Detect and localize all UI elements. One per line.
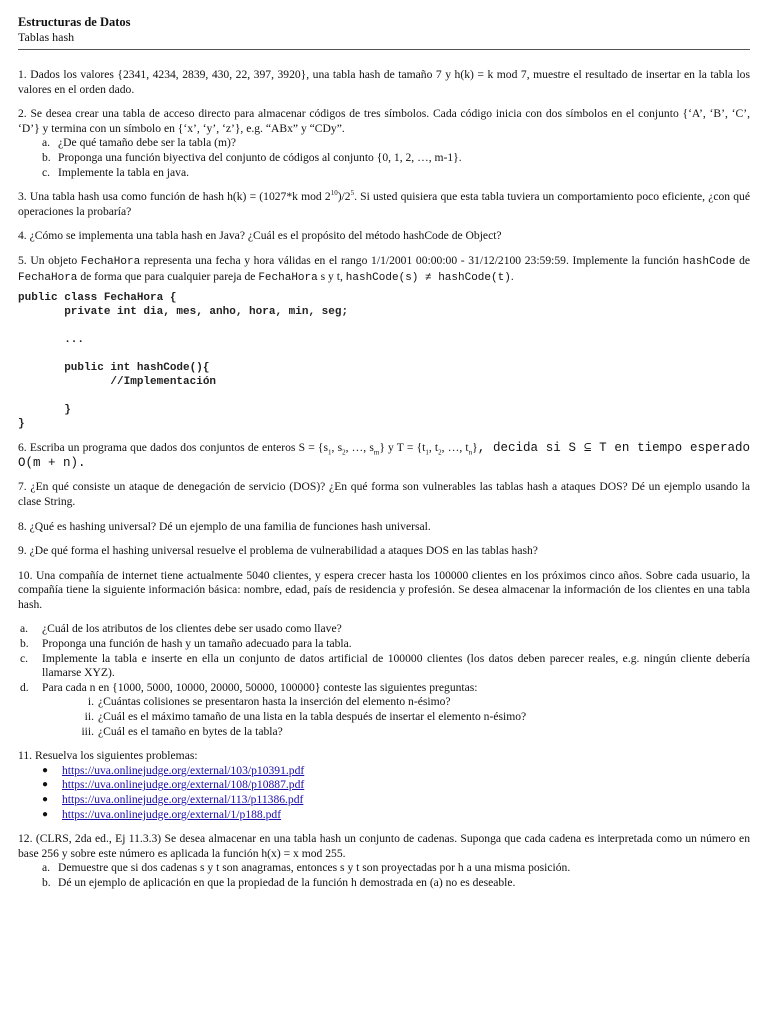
document-page bbox=[18, 14, 750, 901]
question-4: 4. ¿Cómo se implementa una tabla hash en Java? ¿Cuál es el propósito del método hashCode de Object? bbox=[18, 229, 502, 243]
question-8: 8. ¿Qué es hashing universal? Dé un ejemplo de una familia de funciones hash universal. bbox=[18, 519, 431, 533]
question-2 bbox=[18, 107, 750, 180]
document-subtitle: Tablas hash bbox=[18, 30, 75, 44]
problem-link[interactable]: https://uva.onlinejudge.org/external/103/p10391.pdf bbox=[62, 763, 305, 777]
list-item: b. Dé un ejemplo de aplicación en que la propiedad de la función h demostrada en (a) no es deseable. bbox=[42, 875, 516, 889]
question-1: 1. Dados los valores {2341, 4234, 2839, 430, 22, 397, 3920}, una tabla hash de tamaño 7 y h(k) = k mod 7, muestre el resultado de insertar en la tabla los valores en el orden dado. bbox=[18, 68, 750, 96]
bullet-icon: ● bbox=[42, 764, 49, 776]
list-item: a. Demuestre que si dos cadenas s y t son anagramas, entonces s y t son proyectadas por h a una misma posición. bbox=[42, 861, 571, 875]
list-item: a. ¿De qué tamaño debe ser la tabla (m)? bbox=[42, 136, 237, 150]
bullet-icon: ● bbox=[42, 779, 49, 791]
list-item: b. Proponga una función de hash y un tamaño adecuado para la tabla. bbox=[20, 637, 352, 651]
list-item bbox=[18, 778, 750, 793]
question-6: 6. Escriba un programa que dados dos conjuntos de enteros $S = \{s_1$, $s_2$, …, $s_m$} y $T = \{t_1$, $t_2$, …, $t_n$}, decida si S ⊆ T en tiempo esperado O(m + n). bbox=[18, 441, 750, 470]
question-12 bbox=[18, 832, 750, 890]
list-item bbox=[18, 793, 750, 808]
document-title: Estructuras de Datos bbox=[18, 15, 131, 29]
question-11 bbox=[18, 749, 750, 822]
problem-link[interactable]: https://uva.onlinejudge.org/external/1/p188.pdf bbox=[62, 807, 282, 821]
question-9: 9. ¿De qué forma el hashing universal resuelve el problema de vulnerabilidad a ataques DOS en las tablas hash? bbox=[18, 544, 538, 558]
question-10-text: 10. Una compañía de internet tiene actualmente 5040 clientes, y espera crecer hasta los 100000 clientes en los próximos cinco años. Sobre cada usuario, la compañía tiene la siguiente información básica: nombre, edad, país de residencia y profesión. Se desea almacenar la información de los clientes en una tabla hash. bbox=[18, 568, 750, 611]
question-7: 7. ¿En qué consiste un ataque de denegación de servicio (DOS)? ¿En qué forma son vulnerables las tablas hash a ataques DOS? Dé un ejemplo usando la clase String. bbox=[18, 480, 750, 508]
list-item bbox=[18, 764, 750, 779]
bullet-icon: ● bbox=[42, 808, 49, 820]
question-2-text: 2. Se desea crear una tabla de acceso directo para almacenar códigos de tres símbolos. Cada código inicia con dos símbolos en el conjunto {‘A’, ‘B’, ‘C’, ‘D’} y termina con un símbolo en {‘x’, ‘y’, ‘z’}, e.g. “ABx” y “CDy”. bbox=[18, 107, 750, 135]
problem-link[interactable]: https://uva.onlinejudge.org/external/108/p10887.pdf bbox=[62, 778, 305, 792]
code-block: public class FechaHora { private int dia, mes, anho, hora, min, seg; ... public int hashCode(){ //Implementación } } bbox=[18, 292, 349, 431]
list-item: c. Implemente la tabla en java. bbox=[42, 165, 190, 179]
question-5-text: 5. Un objeto FechaHora representa una fecha y hora válidas en el rango 1/1/2001 00:00:00 - 31/12/2100 23:59:59. Implemente la función hashCode de FechaHora de forma que para cualquier pareja de FechaHora s y t, hashCode(s) ≠ hashCode(t). bbox=[18, 253, 751, 284]
list-item: c. Implemente la tabla e inserte en ella un conjunto de datos artificial de 100000 clientes (los datos deben parecer reales, e.g. ningún cliente debería llamarse XYZ). bbox=[20, 651, 750, 680]
list-item: b. Proponga una función biyectiva del conjunto de códigos al conjunto {0, 1, 2, …, m-1}. bbox=[42, 150, 462, 164]
sub-list-item: i. ¿Cuántas colisiones se presentaron hasta la inserción del elemento n-ésimo? bbox=[87, 695, 451, 709]
list-item: a. ¿Cuál de los atributos de los clientes debe ser usado como llave? bbox=[20, 622, 342, 636]
question-12-text: 12. (CLRS, 2da ed., Ej 11.3.3) Se desea almacenar en una tabla hash un conjunto de cadenas. Suponga que cada cadena es interpretada como un número en base 256 y sobre este número es aplicada la función h(x) = x mod 255. bbox=[18, 832, 750, 860]
bullet-icon: ● bbox=[42, 794, 49, 805]
question-10 bbox=[18, 569, 750, 740]
sub-list-item: iii. ¿Cuál es el tamaño en bytes de la tabla? bbox=[81, 724, 283, 738]
list-item: d. Para cada n en {1000, 5000, 10000, 20000, 50000, 100000} conteste las siguientes preguntas: bbox=[20, 680, 478, 694]
question-5 bbox=[18, 254, 750, 431]
sub-list-item: ii. ¿Cuál es el máximo tamaño de una lista en la tabla después de insertar el elemento n-ésimo? bbox=[84, 710, 527, 724]
question-11-text: 11. Resuelva los siguientes problemas: bbox=[18, 749, 198, 763]
problem-link[interactable]: https://uva.onlinejudge.org/external/113/p11386.pdf bbox=[62, 793, 304, 806]
header-divider bbox=[18, 49, 750, 50]
question-3: 3. Una tabla hash usa como función de hash h(k) = (1027*k mod $2^{10})/2^5$. Si usted quisiera que esta tabla tuviera un comportamiento poco eficiente, ¿con qué operaciones la probaría? bbox=[18, 189, 750, 218]
list-item bbox=[18, 808, 750, 823]
